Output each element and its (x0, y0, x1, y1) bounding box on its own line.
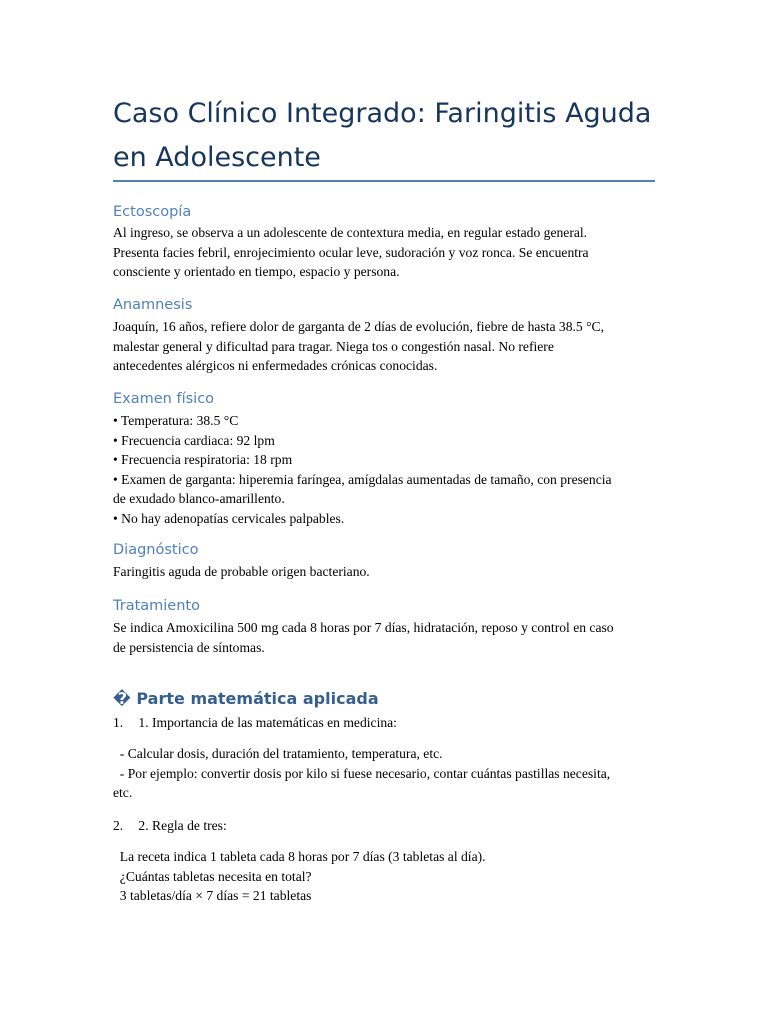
paragraph-anamnesis (113, 317, 658, 376)
heading-ectoscopia: Ectoscopía (113, 204, 192, 220)
text-line: - Calcular dosis, duración del tratamiento, temperatura, etc. (113, 746, 443, 761)
list-item: • Frecuencia respiratoria: 18 rpm (113, 452, 293, 467)
paragraph-ectoscopia (113, 223, 658, 282)
heading-tratamiento: Tratamiento (113, 598, 200, 614)
text-line: Al ingreso, se observa a un adolescente de contextura media, en regular estado general. (113, 225, 588, 240)
numbered-item-1 (113, 713, 397, 733)
list-item: de exudado blanco-amarillento. (113, 491, 285, 506)
text-line: antecedentes alérgicos ni enfermedades crónicas conocidas. (113, 358, 438, 373)
text-line: Presenta facies febril, enrojecimiento ocular leve, sudoración y voz ronca. Se encuentra (113, 244, 589, 260)
text-line: Se indica Amoxicilina 500 mg cada 8 horas por 7 días, hidratación, reposo y control en caso (113, 620, 614, 635)
text-line: ¿Cuántas tabletas necesita en total? (113, 868, 312, 884)
text-line: Joaquín, 16 años, refiere dolor de garganta de 2 días de evolución, fiebre de hasta 38.5 °C, (113, 319, 605, 334)
text-line: consciente y orientado en tiempo, espacio y persona. (113, 264, 400, 279)
list-item: • Temperatura: 38.5 °C (113, 413, 239, 428)
paragraph-importancia (113, 744, 658, 803)
document-title (113, 92, 658, 180)
item-text: 1. Importancia de las matemáticas en medicina: (138, 715, 397, 730)
heading-anamnesis: Anamnesis (113, 297, 193, 313)
text-line: de persistencia de síntomas. (113, 639, 265, 655)
list-item: • No hay adenopatías cervicales palpables. (113, 510, 345, 526)
title-line-1: Caso Clínico Integrado: Faringitis Aguda (113, 98, 652, 129)
paragraph-tratamiento (113, 618, 658, 657)
title-underline (113, 180, 655, 182)
paragraph-examen-fisico (113, 411, 658, 528)
list-item: • Examen de garganta: hiperemia faríngea, amígdalas aumentadas de tamaño, con presencia (113, 471, 612, 487)
numbered-item-2 (113, 816, 227, 836)
text-line: Faringitis aguda de probable origen bacteriano. (113, 564, 370, 579)
paragraph-diagnostico (113, 562, 658, 582)
item-number: 1. (113, 715, 124, 730)
paragraph-regla-de-tres (113, 847, 658, 906)
heading-examen-fisico: Examen físico (113, 391, 215, 407)
title-line-2: en Adolescente (113, 142, 321, 173)
item-text: 2. Regla de tres: (138, 818, 227, 833)
text-line: La receta indica 1 tableta cada 8 horas por 7 días (3 tabletas al día). (113, 849, 486, 864)
list-item: • Frecuencia cardiaca: 92 lpm (113, 432, 275, 448)
text-line: etc. (113, 785, 133, 800)
text-line: malestar general y dificultad para tragar. Niega tos o congestión nasal. No refiere (113, 338, 554, 354)
heading-diagnostico: Diagnóstico (113, 542, 199, 558)
heading-parte-matematica: � Parte matemática aplicada (113, 689, 379, 708)
text-line: 3 tabletas/día × 7 días = 21 tabletas (113, 888, 312, 903)
text-line: - Por ejemplo: convertir dosis por kilo si fuese necesario, contar cuántas pastillas necesita, (113, 765, 611, 781)
item-number: 2. (113, 818, 124, 833)
